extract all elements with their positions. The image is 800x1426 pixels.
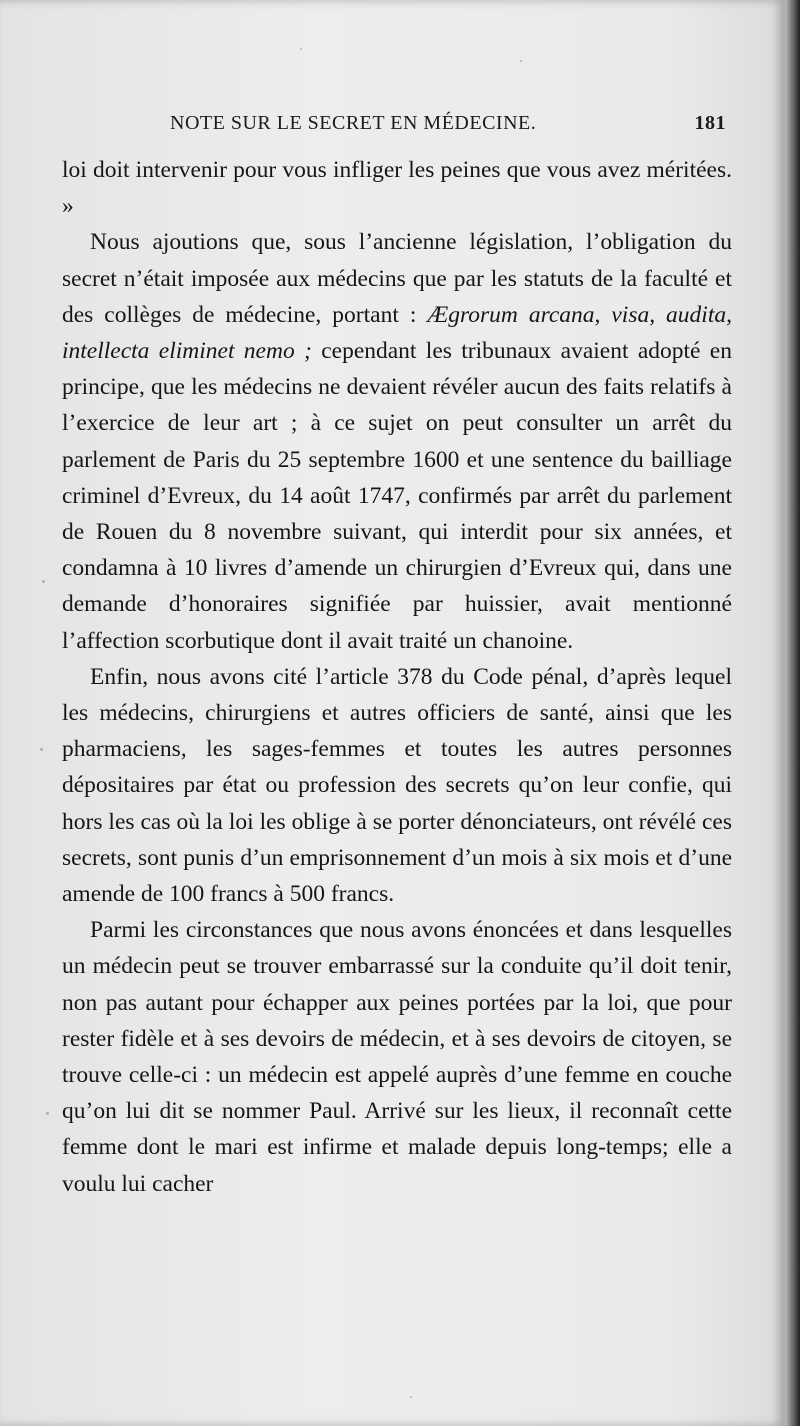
page-number: 181: [694, 112, 726, 134]
paragraph-circumstances: Parmi les circonstances que nous avons énoncées et dans lesquelles un médecin peut se trouver embarrassé sur la conduite qu’il doit tenir, non pas autant pour échapper aux peines portées par la loi, que pour rester fidèle et à ses devoirs de médecin, et à ses devoirs de citoyen, se trouve celle-ci : un médecin est appelé auprès d’une femme en couche qu’on lui dit se nommer Paul. Arrivé sur les lieux, il reconnaît cette femme dont le mari est infirme et malade depuis long-temps; elle a voulu lui cacher: [62, 917, 732, 1197]
paragraph-legislation: [62, 224, 732, 658]
running-header: [170, 112, 730, 142]
paragraph-text: cependant les tribunaux avaient adopté en principe, que les médecins ne devaient révéler aucun des faits relatifs à l’exercice de leur art ; à ce sujet on peut consulter un arrêt du parlement de Paris du 25 septembre 1600 et une sentence du bailliage criminel d’Evreux, du 14 août 1747, confirmés par arrêt du parlement de Rouen du 8 novembre suivant, qui interdit pour six années, et condamna à 10 livres d’amende un chirurgien d’Evreux qui, dans une demande d’honoraires signifiée par huissier, avait mentionné l’affection scorbutique dont il avait traité un chanoine.: [62, 338, 732, 654]
paragraph-code-penal: Enfin, nous avons cité l’article 378 du Code pénal, d’après lequel les médecins, chirurgiens et autres officiers de santé, ainsi que les pharmaciens, les sages-femmes et toutes les autres personnes dépositaires par état ou profession des secrets qu’on leur confie, qui hors les cas où la loi les oblige à se porter dénonciateurs, ont révélé ces secrets, sont punis d’un emprisonnement d’un mois à six mois et d’une amende de 100 francs à 500 francs.: [62, 663, 732, 908]
body-text: [62, 152, 732, 1202]
paragraph-continuation: loi doit intervenir pour vous infliger les peines que vous avez méritées. »: [62, 157, 732, 220]
page-gutter-shadow: [785, 0, 800, 1426]
latin-quote: Ægrorum arcana, visa, audita, intellecta eliminet nemo ;: [62, 301, 732, 365]
running-title: NOTE SUR LE SECRET EN MÉDECINE.: [170, 112, 537, 134]
paragraph-text: Nous ajoutions que, sous l’ancienne législation, l’obligation du secret n’était imposée aux médecins que par les statuts de la faculté et des collèges de médecine, portant :: [62, 229, 732, 328]
